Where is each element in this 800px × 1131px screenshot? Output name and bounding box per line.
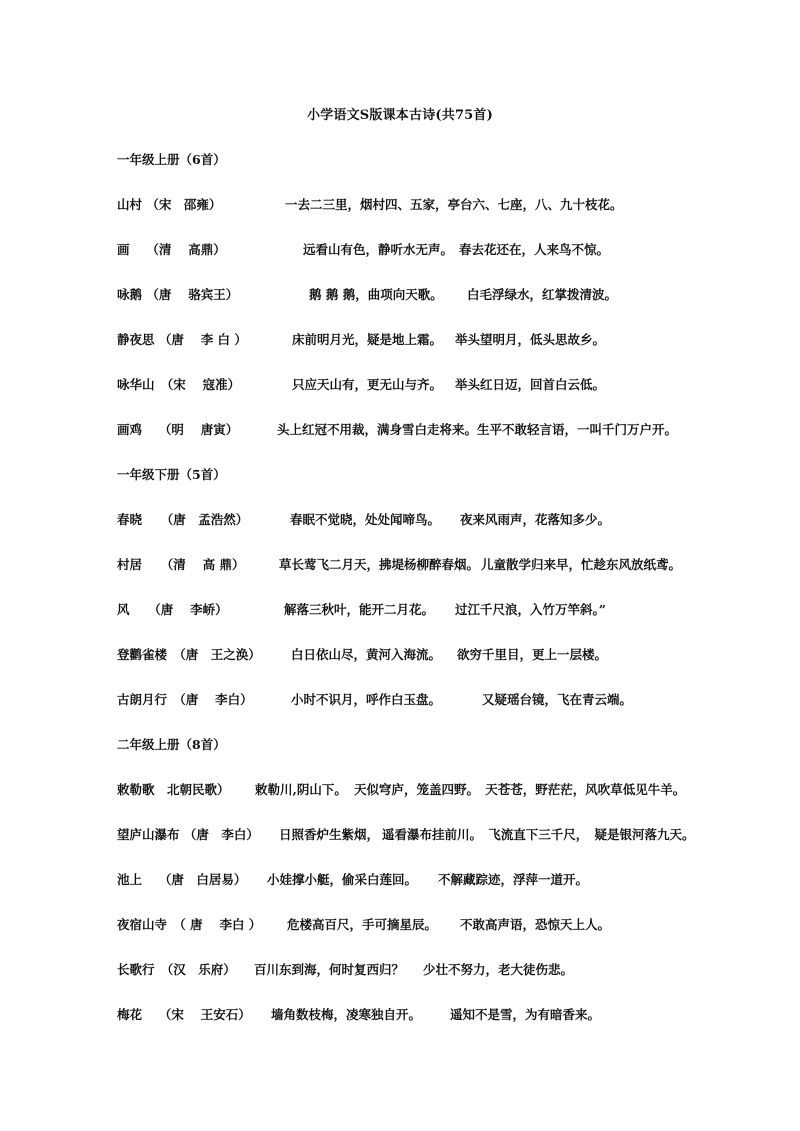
- poem-text: 举头望明月，低头思故乡。: [455, 332, 606, 347]
- poem-text: 床前明月光，疑是地上霜。: [292, 332, 443, 347]
- poem-title-author: 长歌行 （汉 乐府）: [117, 962, 236, 977]
- poem-text: 又疑瑶台镜，飞在青云端。: [482, 692, 633, 707]
- poem-title-author: 敕勒歌 北朝民歌）: [117, 782, 230, 797]
- poem-text: 不解藏踪迹，浮萍一道开。: [438, 872, 589, 887]
- page-title: 小学语文S版课本古诗(共75首): [307, 108, 493, 123]
- poem-title-author: 望庐山瀑布 （唐 李白）: [117, 827, 259, 842]
- poem-text: 举头红日迈，回首白云低。: [455, 377, 606, 392]
- poem-text: 百川东到海，何时复西归？: [254, 962, 405, 977]
- poem-text: 鹅 鹅 鹅，曲项向天歌。: [309, 287, 443, 302]
- poem-text: 敕勒川,阴山下。: [255, 782, 347, 797]
- poem-title-author: 村居 （清 高 鼎）: [117, 557, 245, 572]
- poem-title-author: 静夜思 （唐 李 白 ）: [117, 332, 247, 347]
- poem-title-author: 夜宿山寺 （ 唐 李白 ）: [117, 917, 262, 932]
- poem-text: 遥看瀑布挂前川。 飞流直下三千尺， 疑是银河落九天。: [382, 827, 695, 842]
- poem-text: 白日依山尽，黄河入海流。: [291, 647, 442, 662]
- poem-text: 危楼高百尺，手可摘星辰。: [287, 917, 438, 932]
- poem-text: 草长莺飞二月天，拂堤杨柳醉春烟。: [279, 557, 480, 572]
- poem-text: 小时不识月，呼作白玉盘。: [291, 692, 442, 707]
- poem-text: 儿童散学归来早，忙趁东风放纸鸢。: [481, 557, 682, 572]
- poem-text: 日照香炉生紫烟，: [279, 827, 380, 842]
- poem-text: 解落三秋叶，能开二月花。: [284, 602, 435, 617]
- poem-text: 小娃撑小艇，偷采白莲回。: [267, 872, 418, 887]
- poem-text: 天似穹庐，笼盖四野。 天苍苍，野茫茫，风吹草低见牛羊。: [354, 782, 686, 797]
- section-heading: 一年级上册（6首）: [117, 152, 226, 167]
- poem-title-author: 春晓 （唐 孟浩然）: [117, 512, 249, 527]
- poem-title-author: 画鸡 （明 唐寅）: [117, 422, 239, 437]
- poem-text: 只应天山有，更无山与齐。: [292, 377, 443, 392]
- poem-title-author: 风 （唐 李峤）: [117, 602, 228, 617]
- poem-text: 头上红冠不用裁，满身雪白走将来。生平不敢轻言语，一叫千门万户开。: [277, 422, 678, 437]
- poem-text: 欲穷千里目，更上一层楼。: [457, 647, 608, 662]
- poem-title-author: 池上 （唐 白居易）: [117, 872, 247, 887]
- poem-text: 夜来风雨声，花落知多少。: [460, 512, 611, 527]
- poem-title-author: 咏华山 （宋 寇准）: [117, 377, 241, 392]
- section-heading: 一年级下册（5首）: [117, 467, 226, 482]
- poem-title-author: 梅花 （宋 王安石）: [117, 1007, 251, 1022]
- poem-text: 春眠不觉晓，处处闻啼鸟。: [290, 512, 441, 527]
- poem-title-author: 古朗月行 （唐 李白）: [117, 692, 253, 707]
- poem-text: 白毛浮绿水，红掌拨清波。: [467, 287, 618, 302]
- poem-text: 遥知不是雪，为有暗香来。: [450, 1007, 601, 1022]
- poem-text: 不敢高声语，恐惊天上人。: [460, 917, 611, 932]
- poem-title-author: 画 （清 高鼎）: [117, 242, 226, 257]
- section-heading: 二年级上册（8首）: [117, 737, 226, 752]
- poem-text: 墙角数枝梅，凌寒独自开。: [271, 1007, 422, 1022]
- poem-text: 少壮不努力，老大徒伤悲。: [423, 962, 574, 977]
- poem-title-author: 山村 （宋 邵雍）: [117, 197, 222, 212]
- poem-text: 过江千尺浪，入竹万竿斜。”: [455, 602, 606, 617]
- poem-text: 远看山有色，静听水无声。: [303, 242, 454, 257]
- poem-text: 一去二三里，烟村四、五家，亭台六、七座，八、九十枝花。: [285, 197, 623, 212]
- poem-text: 春去花还在，人来鸟不惊。: [459, 242, 610, 257]
- poem-title-author: 登鹳雀楼 （唐 王之涣）: [117, 647, 261, 662]
- poem-title-author: 咏鹅 （唐 骆宾王）: [117, 287, 239, 302]
